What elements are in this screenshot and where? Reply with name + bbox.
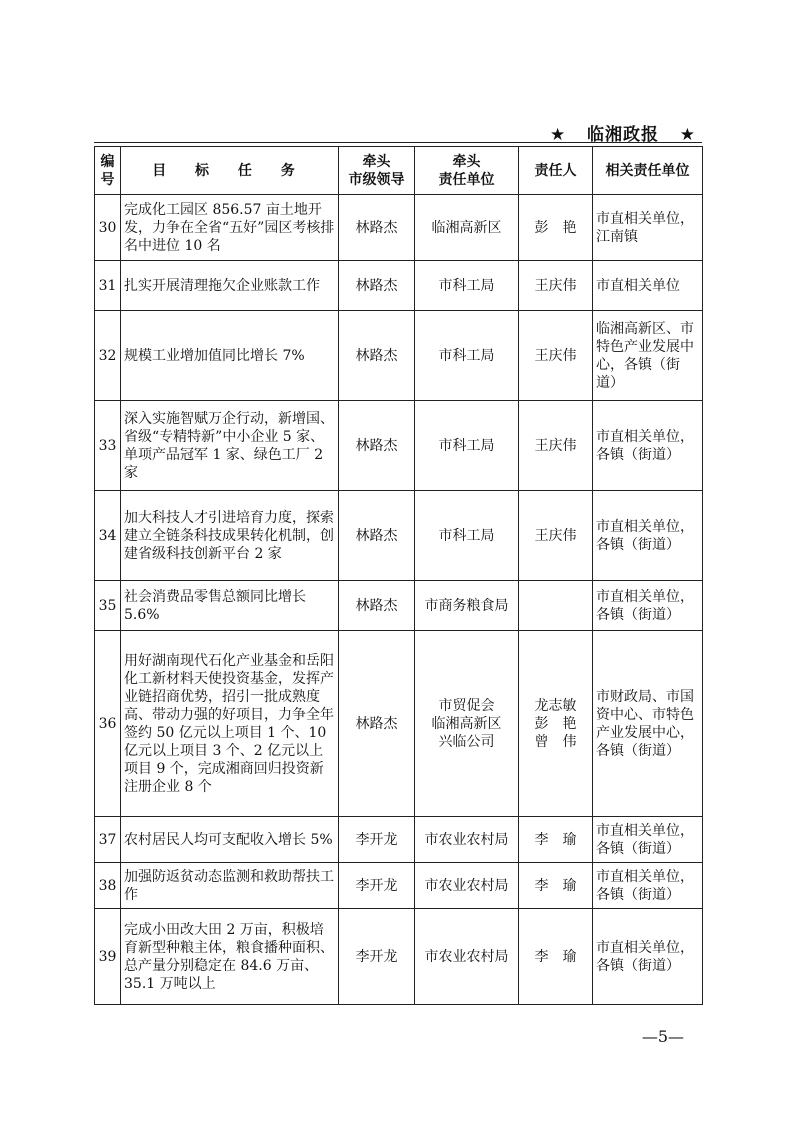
lead-leader: 林路杰: [339, 311, 415, 401]
star-left-icon: ★: [549, 125, 567, 145]
responsible-person: [519, 195, 593, 261]
related-units: 市直相关单位，江南镇: [593, 195, 703, 261]
lead-unit-name: 市贸促会: [438, 697, 495, 714]
related-units: 市直相关单位，各镇（街道）: [593, 817, 703, 863]
responsible-person-name: 王庆伟: [534, 277, 577, 294]
target-task-table: [94, 146, 703, 1005]
task-description: 完成小田改大田 2 万亩，积极培育新型种粮主体，粮食播种面积、总产量分别稳定在 84.6 万亩、35.1 万吨以上: [121, 909, 339, 1005]
responsible-person: [519, 581, 593, 631]
col-header-leader: 牵头 市级领导: [339, 147, 415, 195]
task-description: 扎实开展清理拖欠企业账款工作: [121, 261, 339, 311]
related-units: 市直相关单位: [593, 261, 703, 311]
lead-unit-name: 市科工局: [438, 527, 495, 544]
table-row: [95, 581, 703, 631]
lead-unit-name: 市农业农村局: [424, 831, 509, 848]
row-number: 34: [95, 491, 121, 581]
related-units: 市直相关单位，各镇（街道）: [593, 863, 703, 909]
responsible-person: [519, 401, 593, 491]
lead-leader: 李开龙: [339, 909, 415, 1005]
responsible-person-name: 彭 艳: [534, 219, 577, 236]
responsible-person: [519, 311, 593, 401]
lead-unit-name: 市科工局: [438, 277, 495, 294]
table-body: [95, 195, 703, 1005]
lead-unit-name: 市科工局: [438, 347, 495, 364]
lead-unit: [415, 261, 519, 311]
task-description: 规模工业增加值同比增长 7%: [121, 311, 339, 401]
responsible-person-name: 王庆伟: [534, 437, 577, 454]
row-number: 30: [95, 195, 121, 261]
lead-leader: 林路杰: [339, 631, 415, 817]
task-description: 用好湖南现代石化产业基金和岳阳化工新材料天使投资基金，发挥产业链招商优势，招引一批成熟度高、带动力强的好项目，力争全年签约 50 亿元以上项目 1 个、10 亿元以上项目 3 个、2 亿元以上项目 9 个，完成湘商回归投资新注册企业 8 个: [121, 631, 339, 817]
related-units: 市直相关单位，各镇（街道）: [593, 401, 703, 491]
responsible-person-name: 彭 艳: [534, 715, 577, 732]
row-number: 35: [95, 581, 121, 631]
responsible-person: [519, 491, 593, 581]
task-description: 社会消费品零售总额同比增长 5.6%: [121, 581, 339, 631]
responsible-person: [519, 631, 593, 817]
lead-unit-name: 市商务粮食局: [424, 597, 509, 614]
lead-leader: 李开龙: [339, 817, 415, 863]
lead-unit: [415, 491, 519, 581]
task-description: 深入实施智赋万企行动，新增国、省级“专精特新”中小企业 5 家、单项产品冠军 1 家、绿色工厂 2 家: [121, 401, 339, 491]
table-row: [95, 863, 703, 909]
lead-leader: 林路杰: [339, 195, 415, 261]
lead-unit: [415, 631, 519, 817]
responsible-person-name: 龙志敏: [534, 697, 577, 714]
responsible-person: [519, 261, 593, 311]
table-row: [95, 817, 703, 863]
header-divider: [94, 142, 702, 143]
lead-unit-name: 市农业农村局: [424, 948, 509, 965]
responsible-person-name: 李 瑜: [534, 877, 577, 894]
table-row: [95, 311, 703, 401]
related-units: 市财政局、市国资中心、市特色产业发展中心，各镇（街道）: [593, 631, 703, 817]
row-number: 33: [95, 401, 121, 491]
row-number: 31: [95, 261, 121, 311]
star-right-icon: ★: [679, 125, 696, 145]
responsible-person-name: 王庆伟: [534, 347, 577, 364]
table-row: [95, 909, 703, 1005]
lead-leader: 林路杰: [339, 261, 415, 311]
task-description: 完成化工园区 856.57 亩土地开发，力争在全省“五好”园区考核排名中进位 10 名: [121, 195, 339, 261]
lead-unit-name: 临湘高新区: [431, 219, 502, 236]
col-header-related: 相关责任单位: [593, 147, 703, 195]
related-units: 市直相关单位，各镇（街道）: [593, 909, 703, 1005]
col-header-task: 目 标 任 务: [121, 147, 339, 195]
lead-leader: 林路杰: [339, 491, 415, 581]
lead-leader: 李开龙: [339, 863, 415, 909]
lead-unit-name: 临湘高新区: [431, 715, 502, 732]
task-description: 加大科技人才引进培育力度，探索建立全链条科技成果转化机制，创建省级科技创新平台 2 家: [121, 491, 339, 581]
col-header-no: 编 号: [95, 147, 121, 195]
lead-unit: [415, 581, 519, 631]
responsible-person: [519, 909, 593, 1005]
responsible-person-name: 王庆伟: [534, 527, 577, 544]
lead-leader: 林路杰: [339, 581, 415, 631]
page-number: —5—: [641, 1027, 684, 1046]
table-row: [95, 401, 703, 491]
lead-unit: [415, 195, 519, 261]
lead-unit: [415, 909, 519, 1005]
task-description: 农村居民人均可支配收入增长 5%: [121, 817, 339, 863]
related-units: 市直相关单位，各镇（街道）: [593, 491, 703, 581]
responsible-person-name: 李 瑜: [534, 831, 577, 848]
row-number: 38: [95, 863, 121, 909]
table-row: [95, 491, 703, 581]
row-number: 37: [95, 817, 121, 863]
lead-unit-name: 市科工局: [438, 437, 495, 454]
row-number: 36: [95, 631, 121, 817]
related-units: 市直相关单位，各镇（街道）: [593, 581, 703, 631]
lead-unit: [415, 863, 519, 909]
task-description: 加强防返贫动态监测和救助帮扶工作: [121, 863, 339, 909]
table-header-row: [95, 147, 703, 195]
responsible-person: [519, 817, 593, 863]
row-number: 39: [95, 909, 121, 1005]
responsible-person-name: 曾 伟: [534, 733, 577, 750]
table-row: [95, 631, 703, 817]
table-row: [95, 261, 703, 311]
page-header: [94, 120, 702, 145]
col-header-unit: 牵头 责任单位: [415, 147, 519, 195]
responsible-person-name: 李 瑜: [534, 948, 577, 965]
related-units: 临湘高新区、市特色产业发展中心，各镇（街道）: [593, 311, 703, 401]
lead-unit: [415, 311, 519, 401]
table-row: [95, 195, 703, 261]
row-number: 32: [95, 311, 121, 401]
col-header-person: 责任人: [519, 147, 593, 195]
lead-unit-name: 兴临公司: [438, 733, 495, 750]
lead-unit-name: 市农业农村局: [424, 877, 509, 894]
publication-title: 临湘政报: [586, 125, 659, 145]
lead-unit: [415, 817, 519, 863]
responsible-person: [519, 863, 593, 909]
lead-leader: 林路杰: [339, 401, 415, 491]
lead-unit: [415, 401, 519, 491]
